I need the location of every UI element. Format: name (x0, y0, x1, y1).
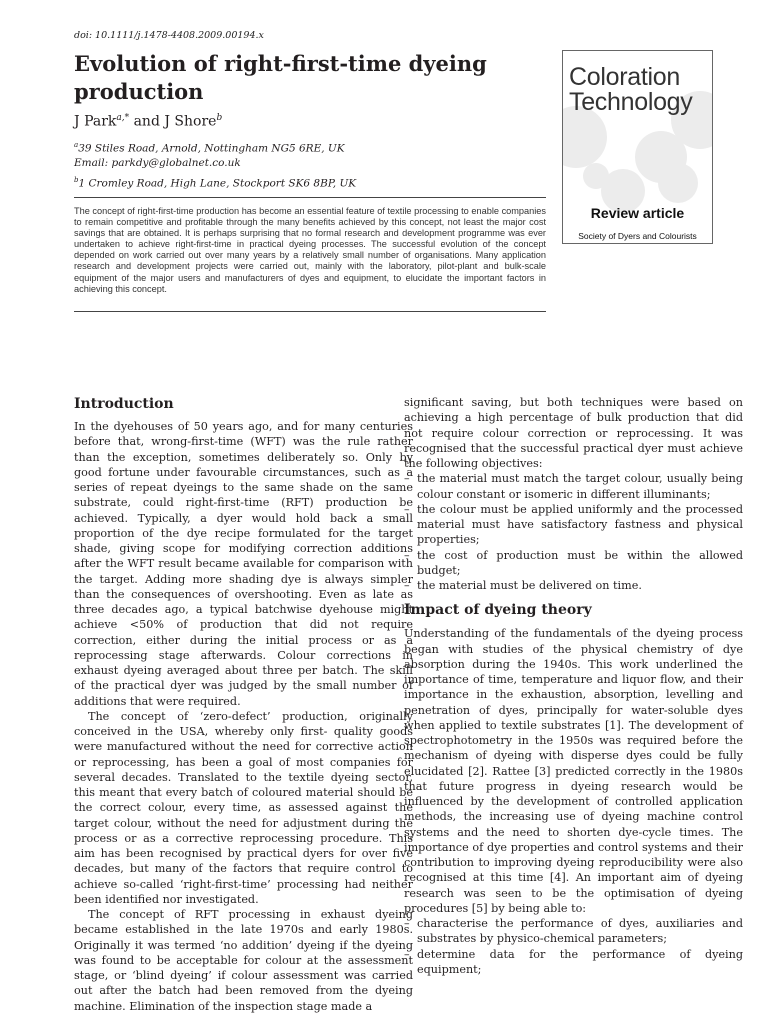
list-item: – the material must be delivered on time. (404, 578, 743, 593)
section-heading-introduction: Introduction (74, 396, 174, 412)
objectives-list (404, 471, 743, 593)
publisher: Society of Dyers and Colourists (578, 231, 697, 241)
affiliation-a-address: 39 Stiles Road, Arnold, Nottingham NG5 6RE, UK (78, 142, 345, 155)
column-right (404, 395, 743, 977)
article-title: Evolution of right-first-time dyeing production (74, 51, 487, 104)
paragraph: significant saving, but both techniques were based on achieving a high percentage of bulk production that did not require colour correction or reprocessing. It was recognised that the successful practical dyer must achieve the following objectives: (404, 396, 743, 470)
paragraph: Understanding of the fundamentals of the dyeing process began with studies of the physical chemistry of dye absorption during the 1940s. This work underlined the importance of time, temperature and liquor flow, and their importance in the exhaustion, absorption, levelling and penetration of dyes, principally for water-soluble dyes when applied to textile substrates [1]. The development of spectrophotometry in the 1950s was required before the mechanism of dyeing with disperse dyes could be fully elucidated [2]. Rattee [3] predicted correctly in the 1980s that future progress in dyeing research would be influenced by the development of controlled application methods, the increasing use of dyeing machine control systems and the need to shorten dye-cycle times. The importance of dye properties and control systems and their contribution to improving dyeing reproducibility were also recognised at this time [4]. An important aim of dyeing research was seen to be the optimisation of dyeing procedures [5] by being able to: (404, 627, 743, 915)
author-2-affiliation-mark: b (216, 113, 223, 123)
article-category: Review article (590, 205, 685, 221)
list-item: – characterise the performance of dyes, auxiliaries and substrates by physico-chemical parameters; (404, 916, 743, 947)
journal-cover-box (562, 50, 713, 244)
author-1: J Park (74, 113, 117, 130)
affiliation-a (74, 138, 544, 170)
affiliation-a-mark: a (74, 141, 79, 149)
abstract-bottom-rule (74, 311, 546, 312)
list-item: – determine data for the performance of dyeing equipment; (404, 947, 743, 978)
paragraph: In the dyehouses of 50 years ago, and for many centuries before that, wrong-first-time (WFT) was the rule rather than the exception, sometimes deliberately so. Only by good fortune under favourable circumstances, such as a series of repeat dyeings to the same shade on the same substrate, could right-first-time (RFT) production be achieved. Typically, a dyer would hold back a small proportion of the dye recipe formulated for the target shade, giving scope for modifying correction additions after the WFT result became available for comparison with the target. Adding more shading dye is always simpler than the consequences of overshooting. Even as late as three decades ago, a typical batchwise dyehouse might achieve <50% of production that did not require correction, either during the initial process or as a reprocessing stage afterwards. Colour corrections in exhaust dyeing averaged about three per batch. The skill of the practical dyer was judged by the small number of additions that were required. (74, 420, 413, 708)
affiliation-b-address: 1 Cromley Road, High Lane, Stockport SK6 8BP, UK (78, 177, 357, 190)
list-item: – the cost of production must be within the allowed budget; (404, 548, 743, 579)
paragraph: The concept of RFT processing in exhaust dyeing became established in the late 1970s and early 1980s. Originally it was termed ‘no addition’ dyeing if the dyeing was found to be acceptable for colour at the assessment stage, or ‘blind dyeing’ if colour assessment was carried out after the batch had been removed from the dyeing machine. Elimination of the inspection stage made a (74, 908, 413, 1013)
list-item: – the colour must be applied uniformly and the processed material must have satisfactory fastness and physical properties; (404, 502, 743, 548)
paragraph: The concept of ‘zero-defect’ production, originally conceived in the USA, whereby only first- quality goods were manufactured without the need for corrective action or reprocessing, has been a goal of most companies for several decades. Translated to the textile dyeing sector, this meant that every batch of coloured material should be the correct colour, every time, as assessed against the target colour, without the need for adjustment during the process or as a corrective reprocessing procedure. This aim has been recognised by practical dyers for over five decades, but many of the factors that require control to achieve so-called ‘right-first-time’ processing had neither been identified nor investigated. (74, 709, 413, 906)
list-item: – the material must match the target colour, usually being colour constant or isomeric in different illuminants; (404, 471, 743, 502)
aims-list (404, 916, 743, 977)
abstract: The concept of right-first-time production has become an essential feature of textile processing to enable companies to remain competitive and profitable through the many benefits achieved by this concept, not least the major cost savings that are obtained. It is perhaps surprising that no formal research and development programme was ever undertaken to achieve right-first-time in practical dyeing processes. The successful evolution of the concept depended on work carried out over many years by a relatively small number of organisations. Many application research and development projects were carried out, mainly with the laboratory, pilot-plant and bulk-scale equipment of the major users and manufacturers of dyes and equipment, to elucidate the important factors in achieving this concept. (74, 206, 546, 294)
section-heading-impact-of-dyeing-theory: Impact of dyeing theory (404, 602, 592, 619)
authors (74, 113, 222, 130)
affiliation-b-mark: b (74, 176, 79, 184)
author-1-affiliation-mark: a,* (116, 113, 130, 123)
journal-title: Coloration Technology (569, 63, 693, 116)
affiliation-b (74, 173, 544, 191)
column-left (74, 395, 413, 1014)
abstract-top-rule (74, 197, 546, 198)
author-2: and J Shore (129, 113, 217, 130)
decorative-bubble (658, 163, 698, 203)
decorative-bubble (583, 163, 609, 189)
corresponding-email: Email: parkdy@globalnet.co.uk (74, 156, 241, 169)
doi: doi: 10.1111/j.1478-4408.2009.00194.x (74, 30, 264, 41)
